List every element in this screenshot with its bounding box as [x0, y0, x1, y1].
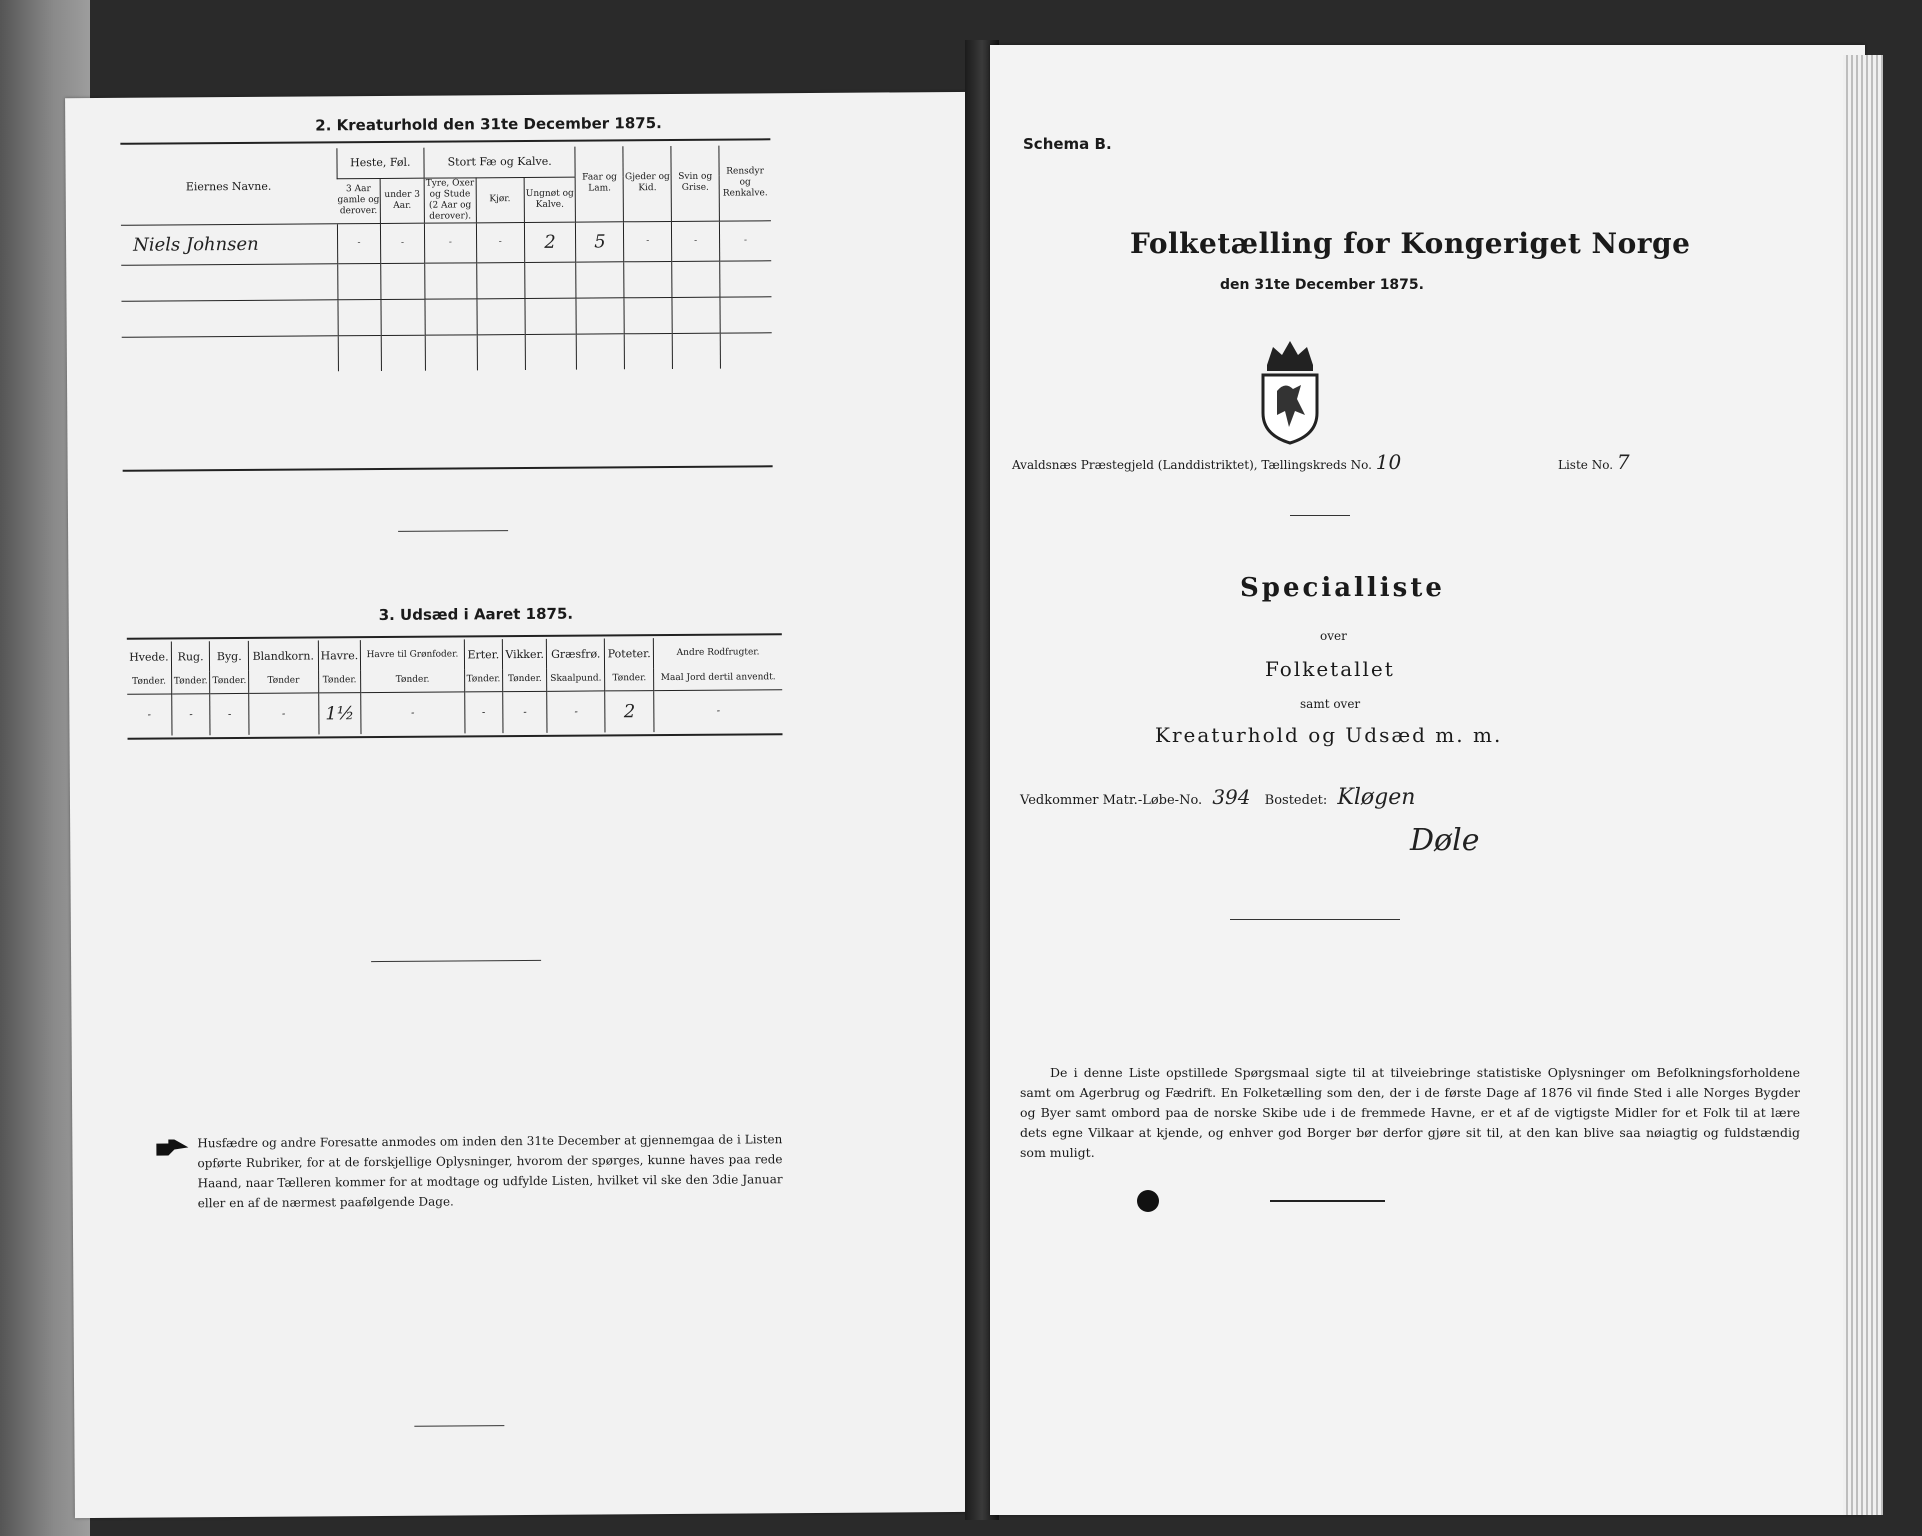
owner-name: Niels Johnsen [121, 223, 338, 265]
divider-rule [371, 960, 541, 962]
table-cell: - [337, 223, 381, 263]
bosted-value-2: Døle [1410, 823, 1480, 858]
unit-label: Tønder [249, 670, 319, 692]
stort-header: Stort Fæ og Kalve. [424, 147, 576, 178]
faar-header: Faar og Lam. [575, 146, 623, 221]
section2-title: 2. Kreaturhold den 31te December 1875. [315, 114, 662, 135]
table-cell: - [380, 223, 424, 263]
hvede-header: Hvede. [129, 649, 169, 664]
main-title: Folketælling for Kongeriget Norge [1130, 227, 1691, 260]
table-cell: 2 [524, 222, 576, 262]
matr-line [1020, 785, 1415, 810]
table-cell: - [424, 222, 476, 262]
rug-header: Rug. [171, 641, 210, 671]
liste-number: 7 [1616, 450, 1630, 474]
stort-b-header: Kjør. [476, 177, 524, 222]
table-row [122, 332, 772, 373]
udsaed-table [127, 637, 783, 736]
section3-title: 3. Udsæd i Aaret 1875. [378, 604, 574, 625]
table-cell: - [624, 221, 672, 261]
page-edges [1843, 55, 1883, 1515]
table-cell: - [654, 689, 783, 732]
table-cell: 2 [605, 690, 654, 732]
blandkorn-header: Blandkorn. [248, 640, 318, 670]
bosted-label: Bostedet: [1264, 793, 1328, 808]
date-line: den 31te December 1875. [1220, 277, 1424, 293]
divider-rule [1290, 515, 1350, 516]
over-label: over [1320, 629, 1347, 643]
unit-label: Tønder. [464, 669, 503, 691]
table-cell: - [147, 709, 151, 721]
samt-over-label: samt over [1300, 697, 1361, 711]
explanation-paragraph: De i denne Liste opstillede Spørgsmaal sigte til at tilveiebringe statistiske Oplysninger om Befolkningsforholdene samt om Agerbrug og Fædrift. En Folketælling som den, der i de første Dage af 1876 vil finde Sted i alle Norges Bygder og Byer samt ombord paa de norske Skibe ude i de fremmede Havne, er et af de vigtigste Midler for et Folk til at lære dets egne Vilkaar at kjende, og enhver god Borger bør derfor gjøre sit til, at den kan blive saa nøiagtig og fuldstændig som muligt. [1020, 1065, 1800, 1160]
unit-label: Tønder. [171, 671, 210, 693]
folketallet-label: Folketallet [1265, 657, 1395, 681]
coat-of-arms-icon [1255, 335, 1325, 445]
stort-c-header: Ungnøt og Kalve. [524, 177, 576, 222]
table-cell: - [172, 693, 211, 735]
notice-text: Husfædre og andre Foresatte anmodes om inden den 31te December at gjennemgaa de i Listen opførte Rubriker, for at de forskjellige Oplysninger, hvorom der spørges, kunne haves paa rede Haand, naar Tælleren kommer for at modtage og udfylde Listen, hvilket vil ske den 3die Januar eller en af de nærmest paafølgende Dage. [197, 1132, 783, 1211]
heste-header: Heste, Føl. [337, 148, 424, 179]
pointing-hand-icon [154, 1137, 190, 1159]
havre-gronfoder-header: Havre til Grønfoder. [361, 639, 464, 670]
specialliste-title: Specialliste [1240, 573, 1445, 603]
owner-header: Eiernes Navne. [185, 179, 272, 194]
kreaturhold-label: Kreaturhold og Udsæd m. m. [1155, 723, 1503, 747]
kreaturhold-table [120, 145, 772, 373]
havre-header: Havre. [318, 640, 361, 670]
stort-a-header: Tyre, Oxer og Stude (2 Aar og derover). [425, 177, 475, 222]
matr-number: 394 [1212, 785, 1251, 809]
svin-header: Svin og Grise. [671, 146, 719, 221]
right-page [990, 45, 1865, 1515]
liste-label: Liste No. [1558, 458, 1614, 472]
table-cell: - [361, 691, 464, 734]
matr-label: Vedkommer Matr.-Løbe-No. [1020, 793, 1203, 808]
district-text: Avaldsnæs Præstegjeld (Landdistriktet), Tællingskreds No. [1012, 458, 1372, 472]
heste-a-header: 3 Aar gamle og derover. [337, 178, 381, 223]
erter-header: Erter. [464, 639, 503, 669]
unit-label: Tønder. [605, 668, 654, 690]
table-row [121, 296, 771, 337]
byg-header: Byg. [210, 641, 249, 671]
liste-line [1558, 450, 1630, 474]
table-cell: - [464, 691, 503, 733]
table-cell: - [672, 221, 720, 261]
section2-top-rule [120, 138, 770, 145]
bosted-value: Kløgen [1337, 785, 1416, 810]
vikker-header: Vikker. [503, 639, 547, 669]
kreds-number: 10 [1375, 450, 1402, 474]
andre-rodfrugter-header: Andre Rodfrugter. [654, 637, 783, 668]
table-cell: 1½ [318, 692, 361, 734]
unit-label: Tønder. [503, 669, 547, 691]
divider-rule [1230, 919, 1400, 920]
table-cell: 5 [576, 221, 624, 261]
table-cell: - [503, 691, 547, 733]
gjeder-header: Gjeder og Kid. [623, 146, 671, 221]
unit-label: Maal Jord dertil anvendt. [654, 667, 782, 690]
divider-rule [414, 1425, 504, 1427]
unit-label: Skaalpund. [547, 668, 605, 690]
unit-label: Tønder. [361, 669, 464, 692]
divider-rule [398, 530, 508, 532]
table-row [127, 689, 782, 736]
table-cell: - [249, 692, 319, 734]
unit-label: Tønder. [318, 670, 361, 692]
table-row [121, 220, 771, 265]
table-cell: - [210, 693, 249, 735]
section2-bottom-rule [123, 465, 773, 472]
heste-b-header: under 3 Aar. [380, 178, 424, 223]
table-cell: - [476, 222, 524, 262]
table-cell: - [547, 690, 605, 732]
ink-blot [1137, 1190, 1159, 1212]
signature-rule [1270, 1200, 1385, 1202]
left-page [65, 92, 985, 1518]
district-line [1012, 450, 1401, 474]
unit-label: Tønder. [210, 671, 249, 693]
table-cell: - [719, 220, 771, 260]
table-row [121, 260, 771, 301]
schema-label: Schema B. [1023, 135, 1112, 153]
poteter-header: Poteter. [605, 638, 654, 668]
rensdyr-header: Rensdyr og Renkalve. [719, 145, 771, 220]
graesfro-header: Græsfrø. [547, 638, 605, 668]
unit-label: Tønder. [127, 671, 171, 693]
